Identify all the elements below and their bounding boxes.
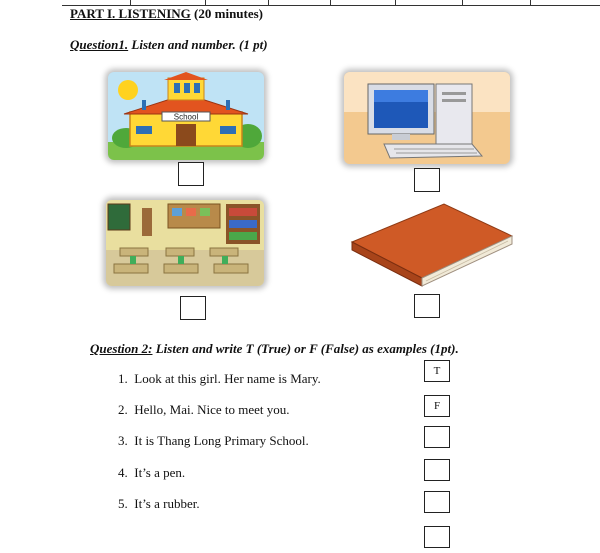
table-divider xyxy=(330,0,331,5)
question2-heading: Question 2: Listen and write T (True) or F (False) as examples (1pt). xyxy=(90,341,459,356)
statement-3: 3. It is Thang Long Primary School. xyxy=(118,433,309,448)
table-divider xyxy=(130,0,131,5)
statement-2: 2. Hello, Mai. Nice to meet you. xyxy=(118,402,290,417)
answer-box-picture-1[interactable] xyxy=(178,162,204,186)
computer-picture xyxy=(344,72,510,164)
answer-box-statement-3[interactable] xyxy=(424,426,450,448)
question1-heading: Question1. Listen and number. (1 pt) xyxy=(70,37,268,52)
classroom-illustration xyxy=(106,200,264,286)
school-picture xyxy=(108,72,264,160)
table-divider xyxy=(205,0,206,5)
book-picture xyxy=(348,200,516,288)
classroom-picture xyxy=(106,200,264,286)
school-sign-text: School xyxy=(173,112,199,122)
answer-box-statement-1[interactable]: T xyxy=(424,360,450,382)
answer-box-statement-6[interactable] xyxy=(424,526,450,548)
part-title: PART I. LISTENING (20 minutes) xyxy=(70,6,264,21)
computer-illustration xyxy=(344,72,510,164)
table-divider xyxy=(530,0,531,5)
answer-box-picture-3[interactable] xyxy=(180,296,206,320)
statement-5: 5. It’s a rubber. xyxy=(118,496,200,511)
school-illustration xyxy=(108,72,264,160)
table-divider xyxy=(268,0,269,5)
table-divider xyxy=(462,0,463,5)
table-divider xyxy=(395,0,396,5)
statement-4: 4. It’s a pen. xyxy=(118,465,186,480)
statement-1: 1. Look at this girl. Her name is Mary. xyxy=(118,371,321,386)
answer-box-statement-2[interactable]: F xyxy=(424,395,450,417)
answer-box-statement-5[interactable] xyxy=(424,491,450,513)
answer-box-picture-2[interactable] xyxy=(414,168,440,192)
answer-box-statement-4[interactable] xyxy=(424,459,450,481)
book-illustration xyxy=(348,200,516,288)
answer-box-picture-4[interactable] xyxy=(414,294,440,318)
